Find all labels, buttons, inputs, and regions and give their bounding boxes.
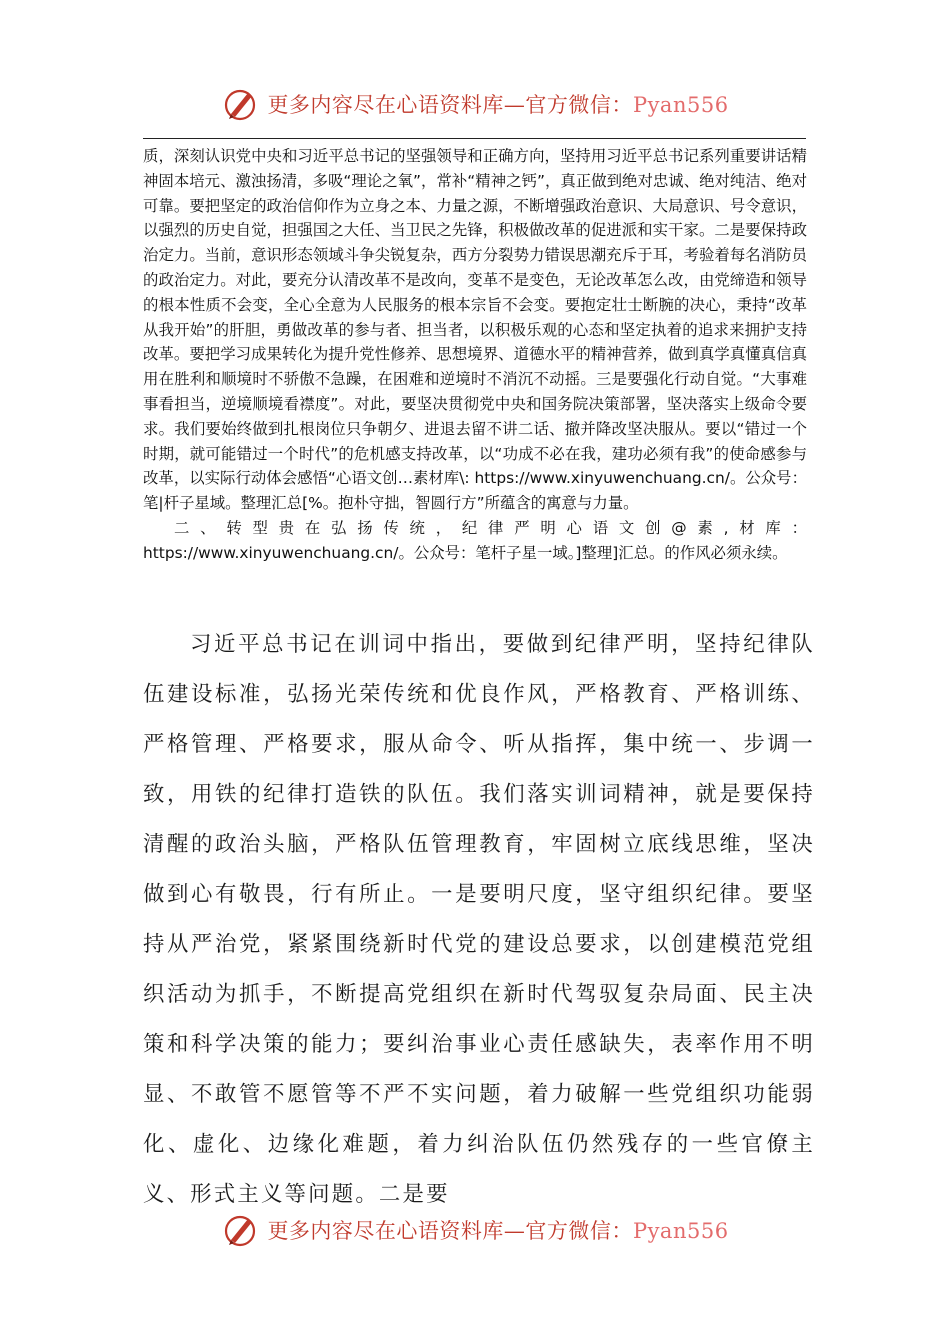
large-paragraph-1: 习近平总书记在训词中指出，要做到纪律严明，坚持纪律队伍建设标准，弘扬光荣传统和优良作风，严格教育、严格训练、严格管理、严格要求，服从命令、听从指挥，集中统一、步调一致，用铁的纪律打造铁的队伍。我们落实训词精神，就是要保持清醒的政治头脑，严格队伍管理教育，牢固树立底线思维，坚决做到心有敬畏，行有所止。一是要明尺度，坚守组织纪律。要坚持从严治党，紧紧围绕新时代党的建设总要求，以创建模范党组织活动为抓手，不断提高党组织在新时代驾驭复杂局面、民主决策和科学决策的能力；要纠治事业心责任感缺失，表率作用不明显、不敢管不愿管等不严不实问题，着力破解一些党组织功能弱化、虚化、边缘化难题，着力纠治队伍仍然残存的一些官僚主义、形式主义等问题。二是要 (143, 632, 815, 1207)
small-paragraph-1: 质，深刻认识党中央和习近平总书记的坚强领导和正确方向，坚持用习近平总书记系列重要讲话精神固本培元、激浊扬清，多吸“理论之氧”，常补“精神之钙”，真正做到绝对忠诚、绝对纯洁、绝对可靠。要把坚定的政治信仰作为立身之本、力量之源，不断增强政治意识、大局意识、号令意识，以强烈的历史自觉，担强国之大任、当卫民之先锋，积极做改革的促进派和实干家。二是要保持政治定力。当前，意识形态领域斗争尖锐复杂，西方分裂势力错误思潮充斥于耳，考验着每名消防员的政治定力。对此，要充分认清改革不是改向，变革不是变色，无论改革怎么改，由党缔造和领导的根本性质不会变，全心全意为人民服务的根本宗旨不会变。要抱定壮士断腕的决心，秉持“改革从我开始”的肝胆，勇做改革的参与者、担当者，以积极乐观的心态和坚定执着的追求来拥护支持改革。要把学习成果转化为提升党性修养、思想境界、道德水平的精神营养，做到真学真懂真信真用在胜利和顺境时不骄傲不急躁，在困难和逆境时不消沉不动摇。三是要强化行动自觉。“大事难事看担当，逆境顺境看襟度”。对此，要坚决贯彻党中央和国务院决策部署，坚决落实上级命令要求。我们要始终做到扎根岗位只争朝夕、进退去留不讲二话、撤并降改坚决服从。要以“错过一个时期，就可能错过一个时代”的危机感支持改革，以“功成不必在我，建功必须有我”的使命感参与改革，以实际行动体会感悟“心语文创…素材库\: https://www.xinyuwenchuang.cn/。公众号：笔|杆子星域。整理汇总[%。抱朴守拙，智圆行方”所蕴含的寓意与力量。 (143, 147, 807, 513)
pen-logo-icon (221, 84, 261, 124)
footer-wechat-id: Pyan556 (632, 1219, 729, 1243)
footer-banner-text: 更多内容尽在心语资料库—官方微信：Pyan556 (267, 1219, 729, 1243)
body-large-text (143, 620, 815, 1220)
header-banner (0, 82, 950, 126)
header-banner-text: 更多内容尽在心语资料库—官方微信：Pyan556 (267, 93, 729, 117)
header-wechat-id: Pyan556 (632, 93, 729, 117)
small-paragraph-2: 二、转型贵在弘扬传统，纪律严明心语文创@素,材库：https://www.xinyuwenchuang.cn/。公众号：笔杆子星一域。]整理]汇总。的作风必须永续。 (143, 518, 807, 562)
footer-banner (0, 1208, 950, 1252)
header-divider (143, 138, 806, 139)
pen-logo-icon (221, 1210, 261, 1250)
body-small-text (143, 144, 807, 566)
